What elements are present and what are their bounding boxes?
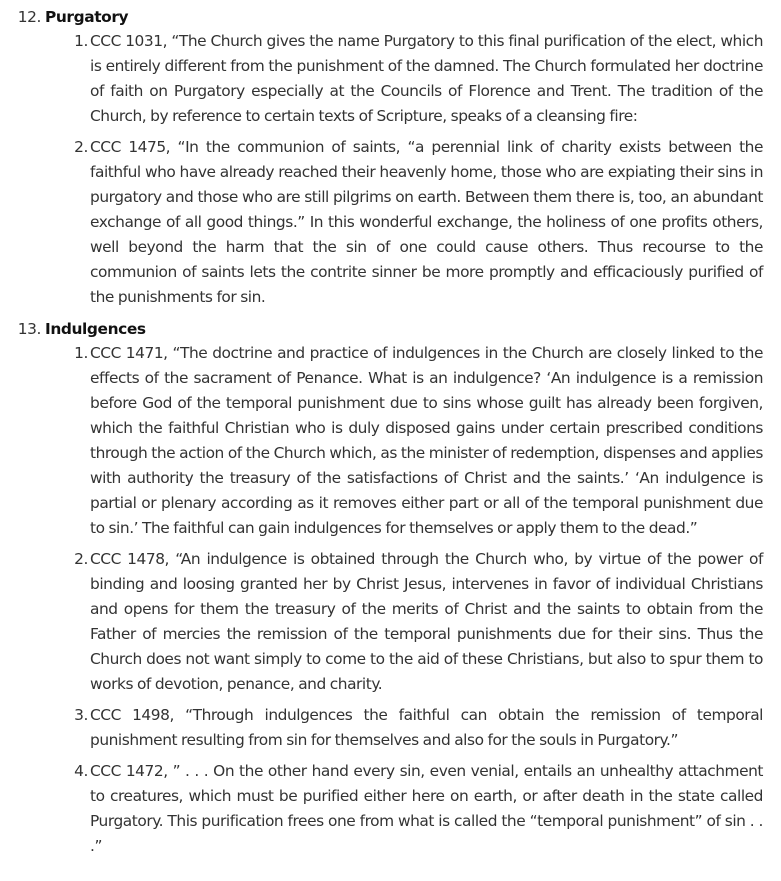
item-number: 2. <box>74 550 88 568</box>
section-number: 13. <box>17 319 41 338</box>
item-number: 1. <box>74 32 88 50</box>
list-item <box>0 703 763 753</box>
section-purgatory <box>0 4 763 310</box>
list-item <box>0 547 763 697</box>
section-heading <box>0 4 763 29</box>
item-text: CCC 1478, “An indulgence is obtained through the Church who, by virtue of the power of binding and loosing granted her by Christ Jesus, intervenes in favor of individual Christians and opens for them the treasury of the merits of Christ and the saints to obtain from the Father of mercies the remission of the temporal punishments due for their sins. Thus the Church does not want simply to come to the aid of these Christians, but also to spur them to works of devotion, penance, and charity. <box>90 550 763 693</box>
list-item <box>0 759 763 859</box>
item-number: 1. <box>74 344 88 362</box>
section-title: Purgatory <box>45 7 129 26</box>
item-text: CCC 1498, “Through indulgences the faithful can obtain the remission of temporal punishment resulting from sin for themselves and also for the souls in Purgatory.” <box>90 706 763 749</box>
item-text: CCC 1472, ” . . . On the other hand every sin, even venial, entails an unhealthy attachment to creatures, which must be purified either here on earth, or after death in the state called Purgatory. This purification frees one from what is called the “temporal punishment” of sin . . .” <box>90 762 763 855</box>
list-item <box>0 341 763 541</box>
indulgences-list <box>0 341 763 859</box>
section-number: 12. <box>17 7 41 26</box>
item-number: 4. <box>74 762 88 780</box>
item-text: CCC 1475, “In the communion of saints, “a perennial link of charity exists between the faithful who have already reached their heavenly home, those who are expiating their sins in purgatory and those who are still pilgrims on earth. Between them there is, too, an abundant exchange of all good things.” In this wonderful exchange, the holiness of one profits others, well beyond the harm that the sin of one could cause others. Thus recourse to the communion of saints lets the contrite sinner be more promptly and efficaciously purified of the punishments for sin. <box>90 138 763 306</box>
section-title: Indulgences <box>45 319 146 338</box>
list-item <box>0 135 763 310</box>
purgatory-list <box>0 29 763 310</box>
section-indulgences <box>0 316 763 859</box>
item-number: 3. <box>74 706 88 724</box>
item-text: CCC 1031, “The Church gives the name Purgatory to this final purification of the elect, which is entirely different from the punishment of the damned. The Church formulated her doctrine of faith on Purgatory especially at the Councils of Florence and Trent. The tradition of the Church, by reference to certain texts of Scripture, speaks of a cleansing fire: <box>90 32 763 125</box>
item-number: 2. <box>74 138 88 156</box>
list-item <box>0 29 763 129</box>
section-heading <box>0 316 763 341</box>
item-text: CCC 1471, “The doctrine and practice of indulgences in the Church are closely linked to the effects of the sacrament of Penance. What is an indulgence? ‘An indulgence is a remission before God of the temporal punishment due to sins whose guilt has already been forgiven, which the faithful Christian who is duly disposed gains under certain prescribed conditions through the action of the Church which, as the minister of redemption, dispenses and applies with authority the treasury of the satisfactions of Christ and the saints.’ ‘An indulgence is partial or plenary according as it removes either part or all of the temporal punishment due to sin.’ The faithful can gain indulgences for themselves or apply them to the dead.” <box>90 344 763 537</box>
